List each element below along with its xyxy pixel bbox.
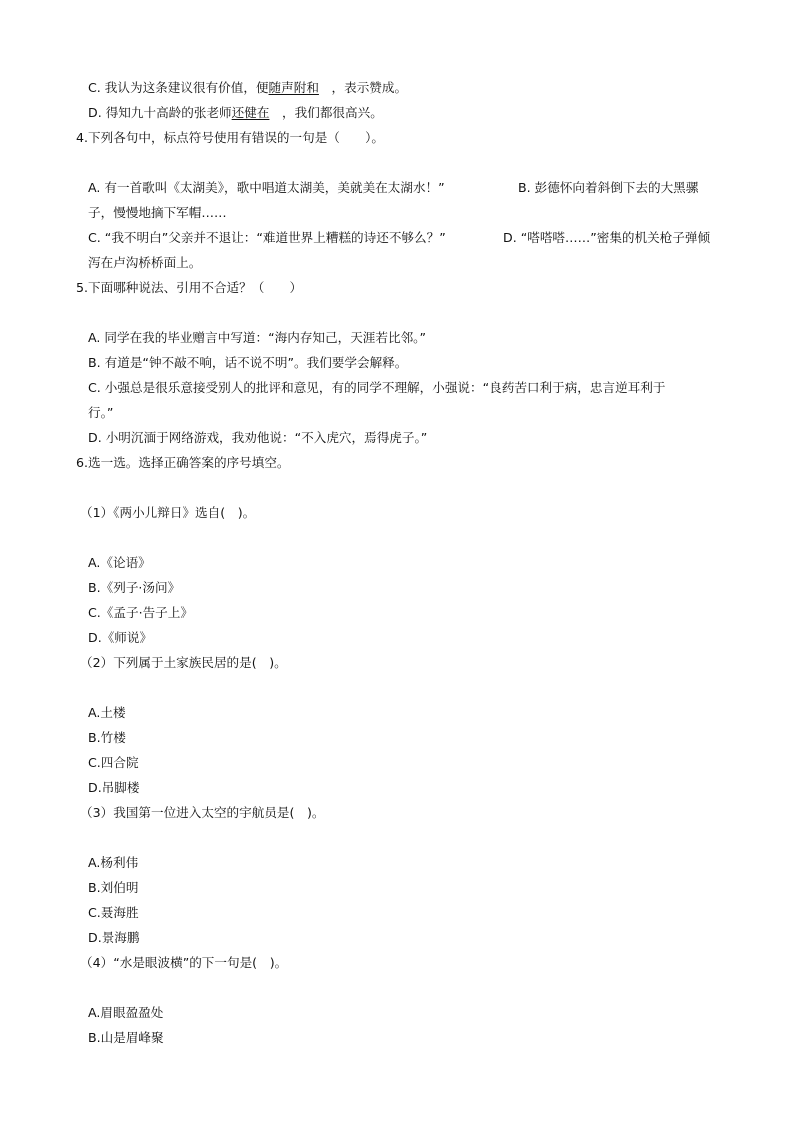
q6-sub2-option-b: B.竹楼: [88, 730, 126, 745]
q5-option-c: C. 小强总是很乐意接受别人的批评和意见，有的同学不理解，小强说：“良药苦口利于病，忠言逆耳利于: [88, 380, 666, 395]
q6-sub2-option-a: A.土楼: [88, 705, 126, 720]
q6-sub3-stem: （3）我国第一位进入太空的宇航员是( )。: [80, 805, 325, 820]
q6-sub1-option-a: A.《论语》: [88, 555, 151, 570]
q6-sub4-option-a: A.眉眼盈盈处: [88, 1005, 164, 1020]
q5-option-c-cont: 行。”: [88, 405, 114, 420]
q6-sub3-option-a: A.杨利伟: [88, 855, 139, 870]
q6-sub4-stem: （4）“水是眼波横”的下一句是( )。: [80, 955, 288, 970]
q3-option-d-tail: ，我们都很高兴。: [269, 105, 383, 120]
q6-sub1-option-c: C.《孟子·告子上》: [88, 605, 193, 620]
q6-sub2-option-d: D.吊脚楼: [88, 780, 140, 795]
q4-stem: 4.下列各句中，标点符号使用有错误的一句是（ ）。: [76, 130, 384, 145]
q3-option-c-tail: ，表示赞成。: [318, 80, 408, 95]
q6-sub4-option-b: B.山是眉峰聚: [88, 1030, 164, 1045]
q6-sub2-stem: （2）下列属于土家族民居的是( )。: [80, 655, 287, 670]
q3-option-c-underlined: 随声附和: [268, 80, 319, 95]
q5-option-d: D. 小明沉湎于网络游戏，我劝他说：“不入虎穴，焉得虎子。”: [88, 430, 428, 445]
q6-sub3-option-d: D.景海鹏: [88, 930, 140, 945]
q4-option-c: C. “我不明白”父亲并不退让：“难道世界上糟糕的诗还不够么？”: [88, 230, 446, 245]
q6-sub1-option-b: B.《列子·汤问》: [88, 580, 181, 595]
q4-option-b-cont: 子，慢慢地摘下军帽……: [88, 205, 227, 220]
q3-option-d-text: D. 得知九十高龄的张老师: [88, 105, 232, 120]
q5-option-b: B. 有道是“钟不敲不响，话不说不明”。我们要学会解释。: [88, 355, 408, 370]
q5-option-a: A. 同学在我的毕业赠言中写道：“海内存知己，天涯若比邻。”: [88, 330, 426, 345]
q6-stem: 6.选一选。选择正确答案的序号填空。: [76, 455, 290, 470]
q5-stem: 5.下面哪种说法、引用不合适？（ ）: [76, 280, 303, 295]
q6-sub1-stem: （1）《两小儿辩日》选自( )。: [80, 505, 256, 520]
q6-sub1-option-d: D.《师说》: [88, 630, 153, 645]
q3-option-d-underlined: 还健在: [231, 105, 270, 120]
q3-option-c: [88, 79, 407, 97]
q3-option-d: [88, 104, 383, 122]
q6-sub2-option-c: C.四合院: [88, 755, 139, 770]
q4-option-d: D. “嗒嗒嗒……”密集的机关枪子弹倾: [503, 230, 711, 245]
q6-sub3-option-b: B.刘伯明: [88, 880, 139, 895]
q6-sub3-option-c: C.聂海胜: [88, 905, 139, 920]
q4-option-b: B. 彭德怀向着斜倒下去的大黑骡: [518, 180, 699, 195]
q4-option-a: A. 有一首歌叫《太湖美》，歌中唱道太湖美，美就美在太湖水！”: [88, 180, 445, 195]
q4-option-d-cont: 泻在卢沟桥桥面上。: [88, 255, 202, 270]
q3-option-c-text: C. 我认为这条建议很有价值，便: [88, 80, 269, 95]
